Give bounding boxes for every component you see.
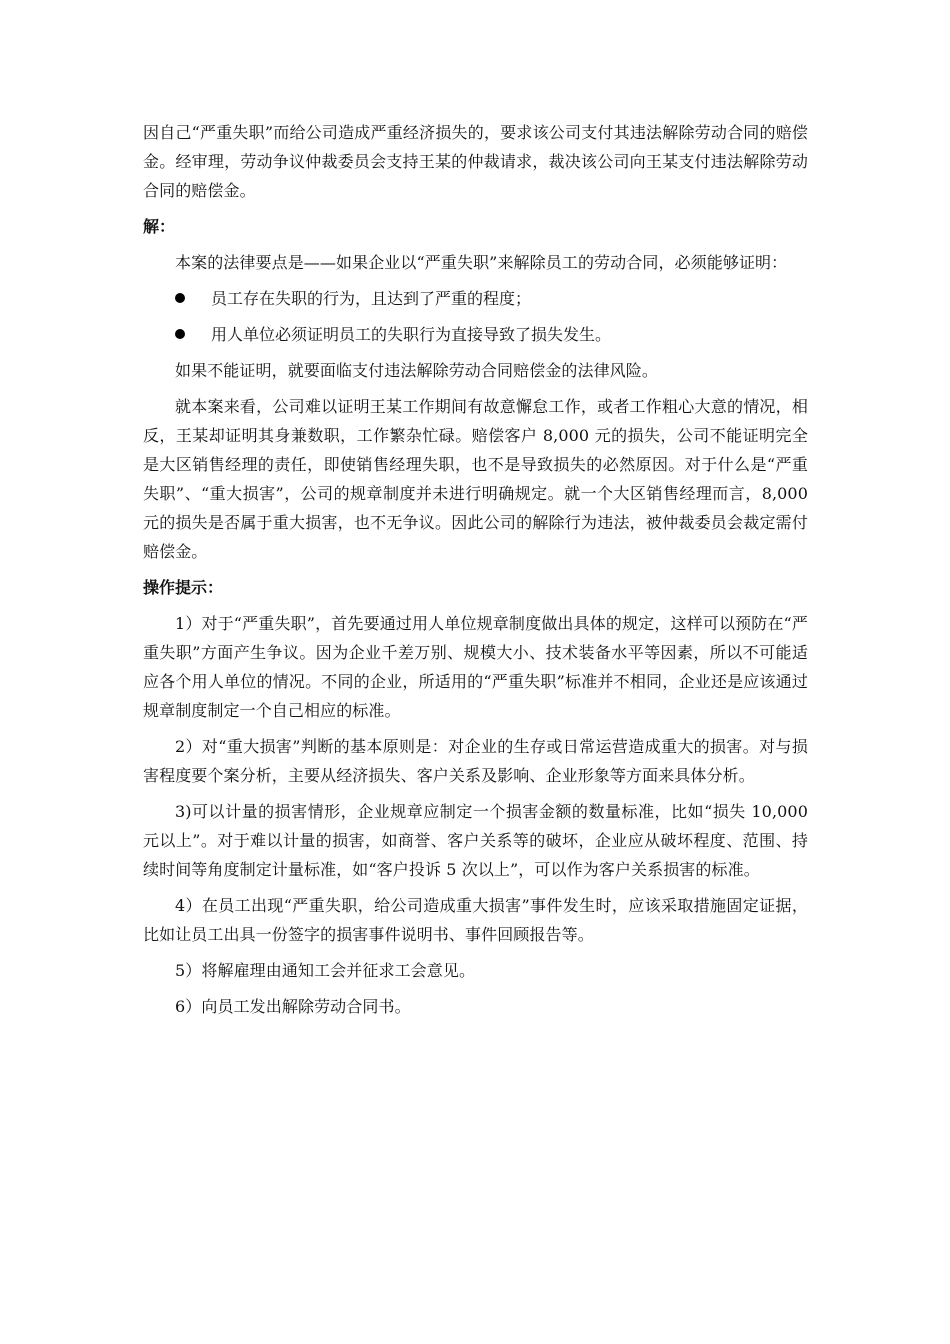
bullet-text: 用人单位必须证明员工的失职行为直接导致了损失发生。: [211, 325, 612, 344]
analysis-paragraph: 就本案来看，公司难以证明王某工作期间有故意懈怠工作，或者工作粗心大意的情况，相反，王某却证明其身兼数职，工作繁杂忙碌。赔偿客户 8,000 元的损失，公司不能证明完全是大区销售经理的责任，即使销售经理失职，也不是导致损失的必然原因。对于什么是“严重失职”、“重大损害”，公司的规章制度并未进行明确规定。就一个大区销售经理而言，8,000 元的损失是否属于重大损害，也不无争议。因此公司的解除行为违法，被仲裁委员会裁定需付赔偿金。: [143, 397, 808, 561]
legal-point-paragraph: 本案的法律要点是——如果企业以“严重失职”来解除员工的劳动合同，必须能够证明：: [175, 253, 788, 272]
risk-paragraph: 如果不能证明，就要面临支付违法解除劳动合同赔偿金的法律风险。: [175, 361, 659, 380]
document-page: [143, 118, 808, 1028]
bullet-icon: [175, 293, 185, 303]
bullet-item: [143, 284, 808, 313]
solution-heading: 解：: [143, 217, 176, 236]
tips-heading: 操作提示：: [143, 578, 224, 597]
bullet-text: 员工存在失职的行为，且达到了严重的程度；: [211, 289, 532, 308]
tip-item-3: 3)可以计量的损害情形，企业规章应制定一个损害金额的数量标准，比如“损失 10,000 元以上”。对于难以计量的损害，如商誉、客户关系等的破坏，企业应从破坏程度、范围、持续时间等角度制定计量标准，如“客户投诉 5 次以上”，可以作为客户关系损害的标准。: [143, 802, 808, 879]
tip-item-4: 4）在员工出现“严重失职，给公司造成重大损害”事件发生时，应该采取措施固定证据，比如让员工出具一份签字的损害事件说明书、事件回顾报告等。: [143, 896, 808, 944]
intro-paragraph: 因自己“严重失职”而给公司造成严重经济损失的，要求该公司支付其违法解除劳动合同的赔偿金。经审理，劳动争议仲裁委员会支持王某的仲裁请求，裁决该公司向王某支付违法解除劳动合同的赔偿金。: [143, 123, 808, 200]
tip-item-6: 6）向员工发出解除劳动合同书。: [175, 997, 411, 1016]
tip-item-2: 2）对“重大损害”判断的基本原则是：对企业的生存或日常运营造成重大的损害。对与损害程度要个案分析，主要从经济损失、客户关系及影响、企业形象等方面来具体分析。: [143, 737, 808, 785]
tip-item-1: 1）对于“严重失职”，首先要通过用人单位规章制度做出具体的规定，这样可以预防在“严重失职”方面产生争议。因为企业千差万别、规模大小、技术装备水平等因素，所以不可能适应各个用人单位的情况。不同的企业，所适用的“严重失职”标准并不相同，企业还是应该通过规章制度制定一个自己相应的标准。: [143, 614, 808, 720]
bullet-icon: [175, 329, 185, 339]
tip-item-5: 5）将解雇理由通知工会并征求工会意见。: [175, 961, 476, 980]
bullet-item: [143, 320, 808, 349]
